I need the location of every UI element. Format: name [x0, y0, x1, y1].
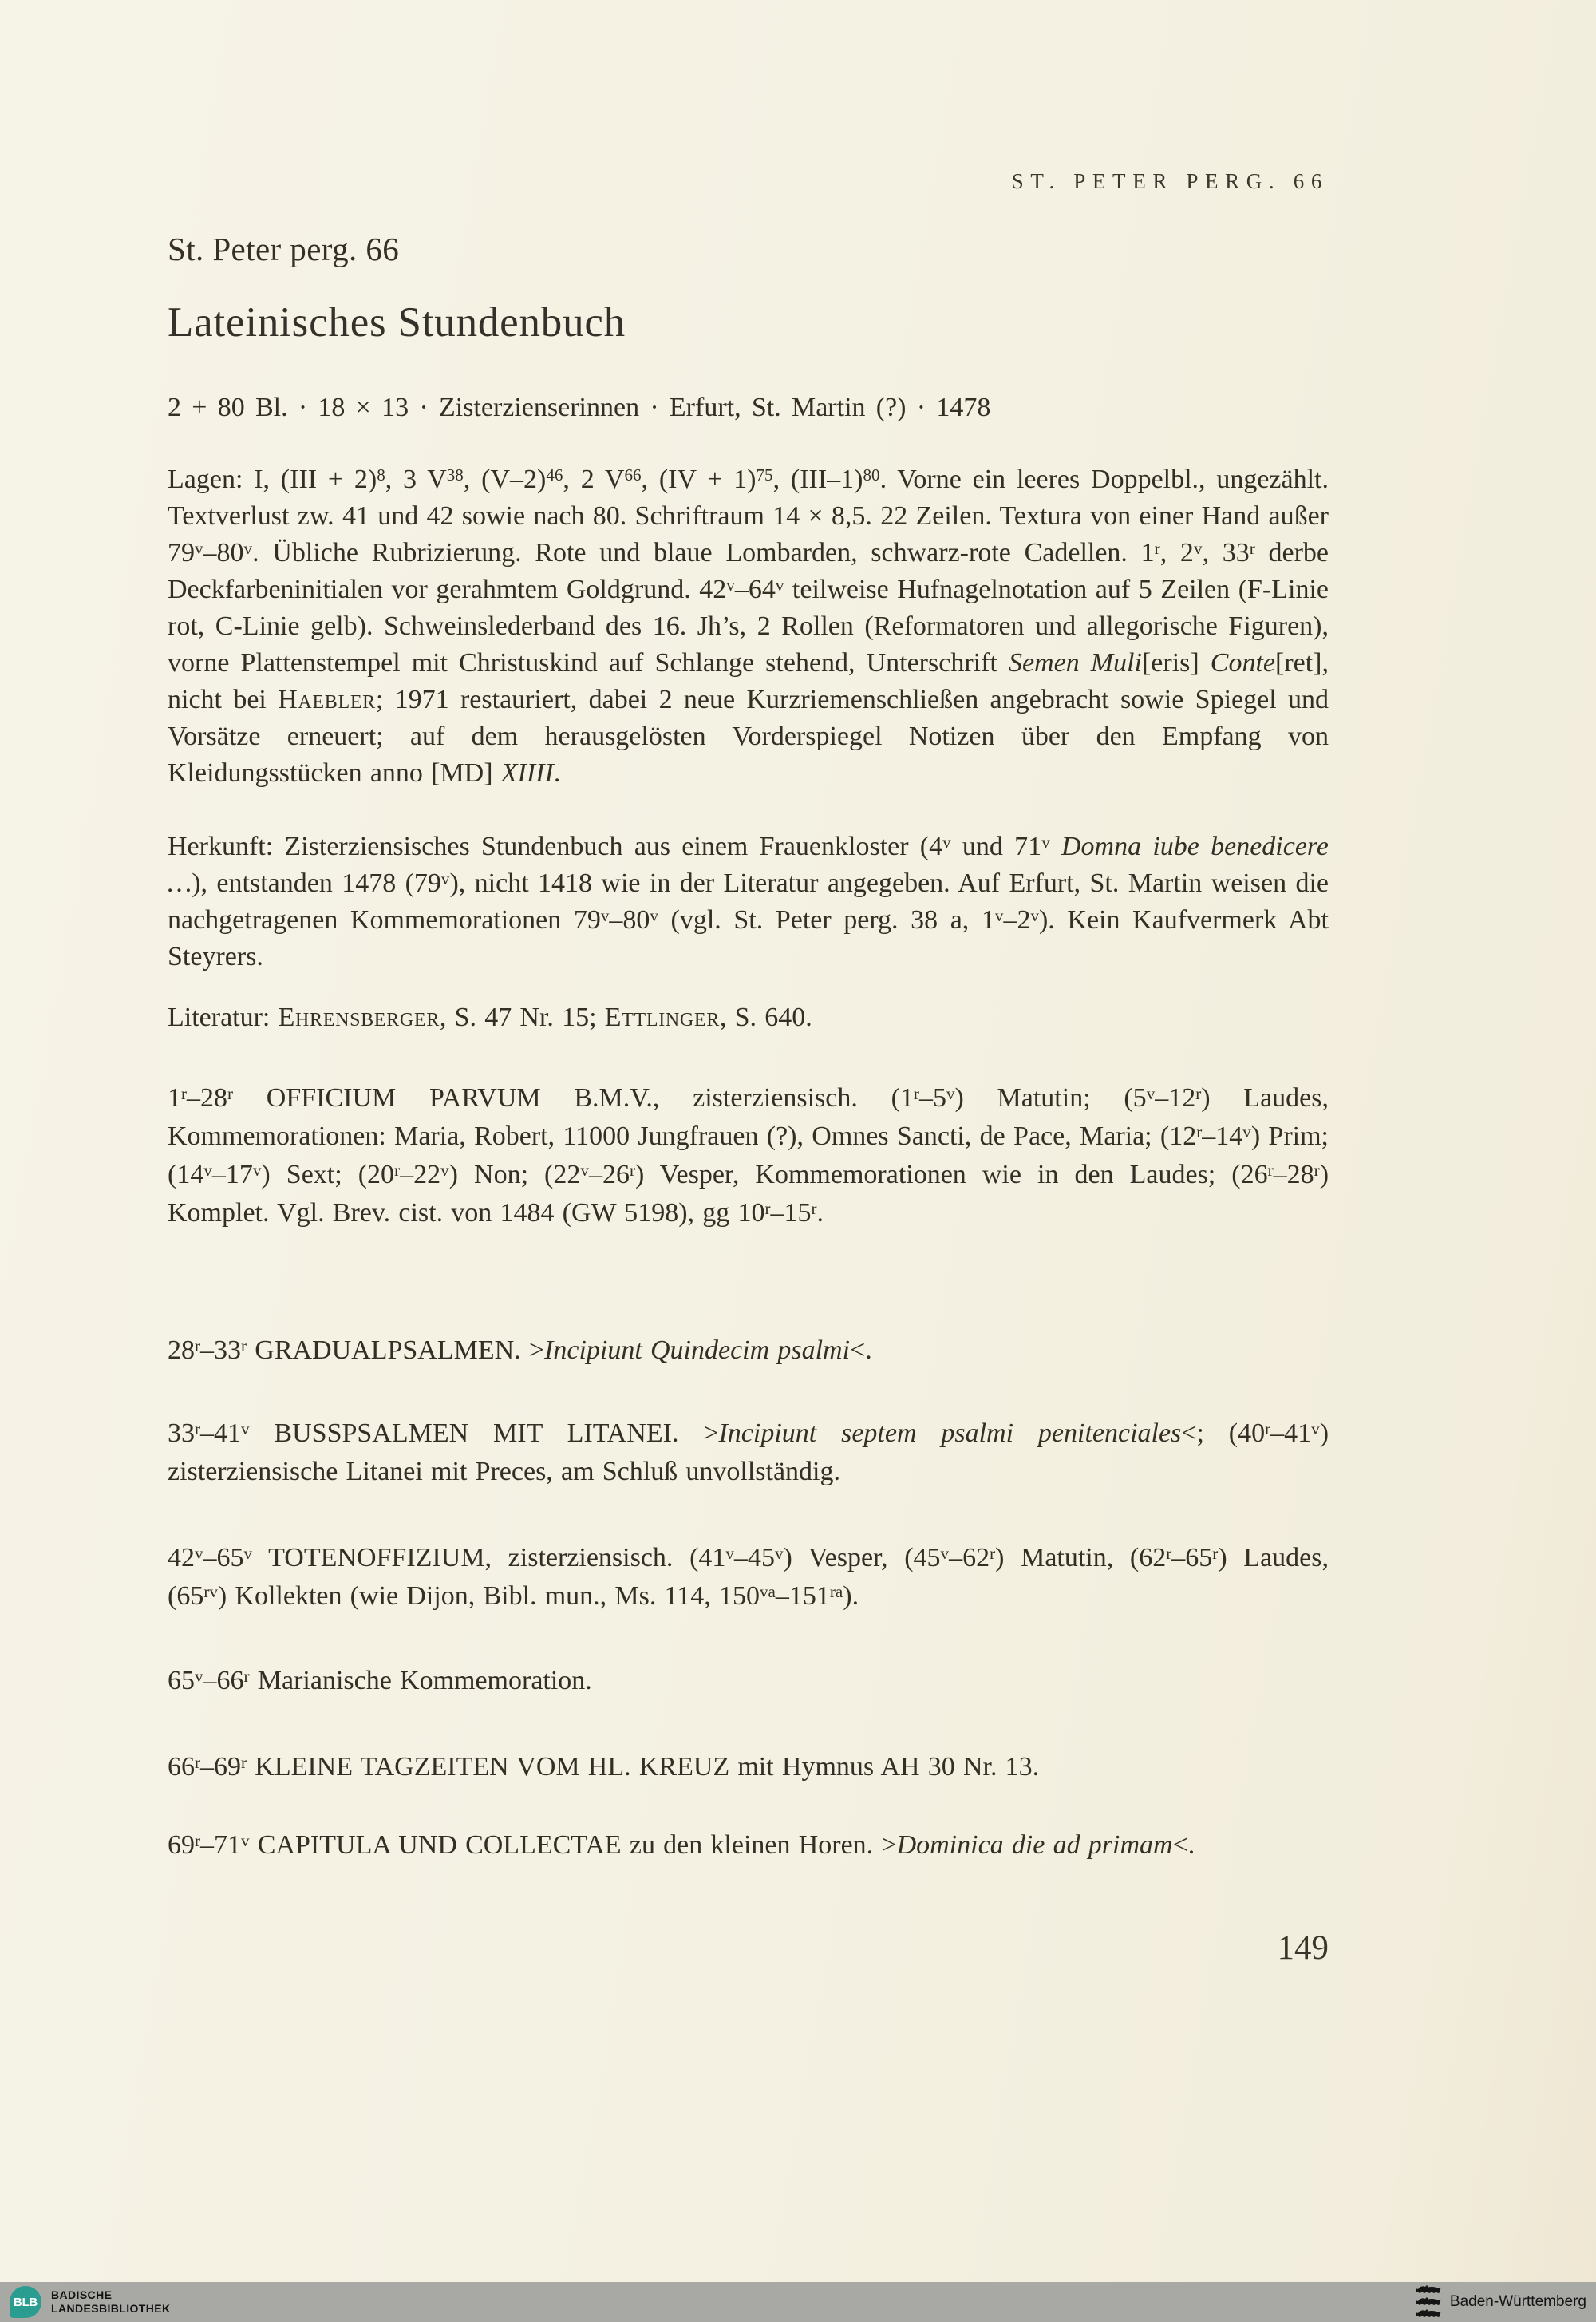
page-title: Lateinisches Stundenbuch	[168, 299, 626, 346]
blb-logo-text: BLB	[14, 2295, 38, 2309]
physical-description-line: 2 + 80 Bl. · 18 × 13 · Zisterzienserinnen · Erfurt, St. Martin (?) · 1478	[168, 393, 991, 422]
library-name-line2: LANDESBIBLIOTHEK	[51, 2302, 171, 2315]
page-number: 149	[1277, 1929, 1329, 1967]
provenance-paragraph: Herkunft: Zisterziensisches Stundenbuch aus einem Frauenkloster (4$^v$ und 71$^v$ Domna iube benedicere …), entstanden 1478 (79$^v$), nicht 1418 wie in der Literatur angegeben. Auf Erfurt, St. Martin weisen die nachgetragenen Kommemorationen 79$^v$–80$^v$ (vgl. St. Peter perg. 38 a, 1$^v$–2$^v$). Kein Kaufvermerk Abt Steyrers.	[168, 832, 1329, 971]
catalog-entry-totenoffizium: 42$^v$–65$^v$ TOTENOFFIZIUM, zisterziensisch. (41$^v$–45$^v$) Vesper, (45$^v$–62$^r$) Matutin, (62$^r$–65$^r$) Laudes, $(65^{rv})$ Kollekten (wie Dijon, Bibl. mun., Ms. 114, $150^{va}-151^{ra}$).	[168, 1543, 1329, 1611]
library-footer-bar	[0, 2282, 1596, 2322]
baden-wuerttemberg-lions-icon	[1415, 2284, 1442, 2320]
library-branding	[10, 2286, 171, 2318]
shelfmark-heading: St. Peter perg. 66	[168, 231, 400, 267]
catalog-entry-kleine-tagzeiten: 66$^r$–69$^r$ KLEINE TAGZEITEN VOM HL. KREUZ mit Hymnus AH 30 Nr. 13.	[168, 1752, 1040, 1782]
literature-paragraph: Literatur: Ehrensberger, S. 47 Nr. 15; Ettlinger, S. 640.	[168, 1003, 812, 1032]
catalog-entry-officium-parvum: 1$^r$–28$^r$ OFFICIUM PARVUM B.M.V., zisterziensisch. (1$^r$–5$^v$) Matutin; (5$^v$–12$^r$) Laudes, Kommemorationen: Maria, Robert, 11000 Jungfrauen (?), Omnes Sancti, de Pace, Maria; (12$^r$–14$^v$) Prim; (14$^v$–17$^v$) Sext; (20$^r$–22$^v$) Non; (22$^v$–26$^r$) Vesper, Kommemorationen wie in den Laudes; (26$^r$–28$^r$) Komplet. Vgl. Brev. cist. von 1484 (GW 5198), gg 10$^r$–15$^r$.	[168, 1083, 1329, 1228]
state-label: Baden-Württemberg	[1449, 2293, 1586, 2310]
state-branding	[1415, 2284, 1586, 2320]
library-name-line1: BADISCHE	[51, 2288, 113, 2301]
collation-paragraph: Lagen: I, (III + 2)$^8$, 3 $V^{38}$, $(V-2)^{46}$, 2 $V^{66}$, (IV + 1)$^{75}$, $(III-1)^{80}$. Vorne ein leeres Doppelbl., ungezählt. Textverlust zw. 41 und 42 sowie nach 80. Schriftraum 14 × 8,5. 22 Zeilen. Textura von einer Hand außer 79$^v$–80$^v$. Übliche Rubrizierung. Rote und blaue Lombarden, schwarz-rote Cadellen. 1$^r$, 2$^v$, 33$^r$ derbe Deckfarbeninitialen vor gerahmtem Goldgrund. 42$^v$–64$^v$ teilweise Hufnagelnotation auf 5 Zeilen (F-Linie rot, C-Linie gelb). Schweinslederband des 16. Jh’s, 2 Rollen (Reformatoren und allegorische Figuren), vorne Plattenstempel mit Christuskind auf Schlange stehend, Unterschrift Semen Muli[eris] Conte[ret], nicht bei Haebler; 1971 restauriert, dabei 2 neue Kurzriemenschließen angebracht sowie Spiegel und Vorsätze erneuert; auf dem herausgelösten Vorderspiegel Notizen über den Empfang von Kleidungsstücken anno [MD] XIIII.	[168, 465, 1329, 788]
catalog-entry-busspsalmen: 33$^r$–41$^v$ BUSSPSALMEN MIT LITANEI. >Incipiunt septem psalmi penitenciales<; (40$^r$–41$^v$) zisterziensische Litanei mit Preces, am Schluß unvollständig.	[168, 1418, 1329, 1486]
blb-logo	[10, 2286, 41, 2318]
running-head: ST. PETER PERG. 66	[1011, 169, 1329, 193]
catalog-entry-marianische-kommemoration: 65$^v$–66$^r$ Marianische Kommemoration.	[168, 1666, 592, 1695]
catalog-entry-gradualpsalmen: 28$^r$–33$^r$ GRADUALPSALMEN. >Incipiunt Quindecim psalmi<.	[168, 1335, 872, 1365]
catalog-entry-capitula-collectae: 69$^r$–71$^v$ CAPITULA UND COLLECTAE zu den kleinen Horen. >Dominica die ad primam<.	[168, 1830, 1195, 1860]
library-name	[51, 2288, 171, 2316]
